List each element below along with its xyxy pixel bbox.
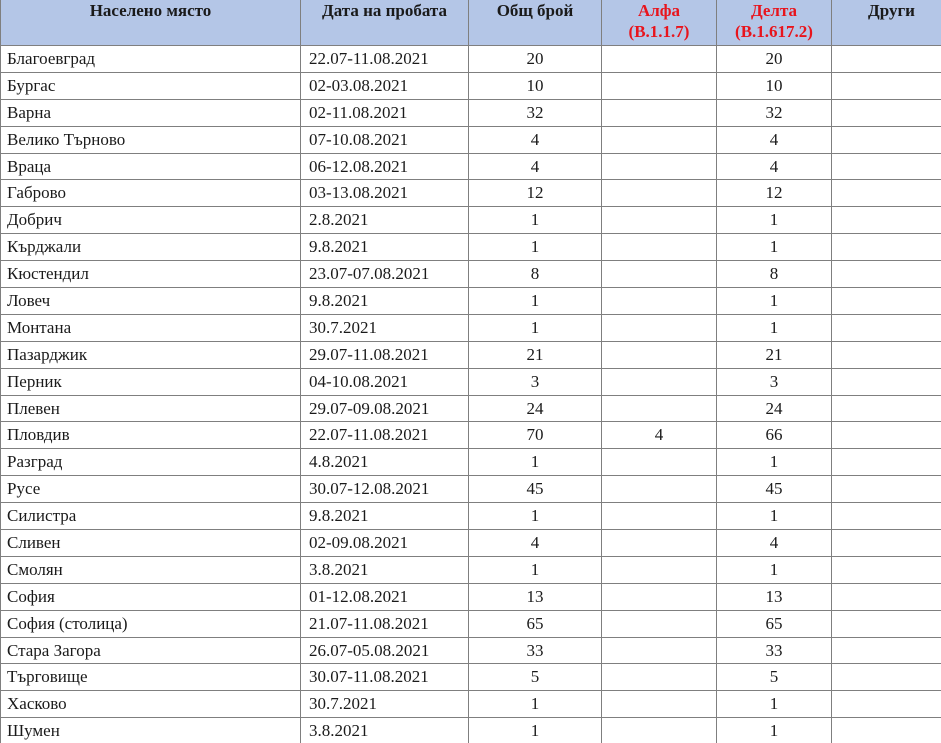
cell-date: 9.8.2021 [301, 503, 469, 530]
header-delta [717, 0, 832, 46]
table-row [1, 261, 941, 288]
table-body [1, 46, 941, 743]
cell-alpha [602, 314, 717, 341]
cell-other [832, 422, 941, 449]
header-date-label: Дата на пробата [322, 1, 447, 20]
cell-date: 29.07-09.08.2021 [301, 395, 469, 422]
cell-date: 04-10.08.2021 [301, 368, 469, 395]
table-row [1, 422, 941, 449]
cell-delta: 1 [717, 288, 832, 315]
cell-other [832, 261, 941, 288]
cell-other [832, 476, 941, 503]
cell-total: 1 [469, 503, 602, 530]
cell-date: 4.8.2021 [301, 449, 469, 476]
cell-delta: 21 [717, 341, 832, 368]
cell-other [832, 207, 941, 234]
cell-other [832, 341, 941, 368]
cell-place: Търговище [1, 664, 301, 691]
cell-other [832, 449, 941, 476]
header-place-label: Населено място [89, 1, 212, 20]
cell-place: Пазарджик [1, 341, 301, 368]
cell-place: Плевен [1, 395, 301, 422]
cell-place: Смолян [1, 556, 301, 583]
cell-place: Кюстендил [1, 261, 301, 288]
cell-place: Монтана [1, 314, 301, 341]
cell-date: 3.8.2021 [301, 556, 469, 583]
cell-total: 1 [469, 207, 602, 234]
cell-other [832, 583, 941, 610]
cell-date: 02-03.08.2021 [301, 72, 469, 99]
cell-alpha [602, 664, 717, 691]
header-other-label: Други [868, 1, 915, 20]
cell-total: 1 [469, 234, 602, 261]
cell-alpha [602, 556, 717, 583]
cell-total: 33 [469, 637, 602, 664]
table-row [1, 530, 941, 557]
cell-total: 32 [469, 99, 602, 126]
cell-place: Велико Търново [1, 126, 301, 153]
cell-place: Стара Загора [1, 637, 301, 664]
cell-place: Русе [1, 476, 301, 503]
cell-date: 01-12.08.2021 [301, 583, 469, 610]
table-row [1, 72, 941, 99]
cell-delta: 8 [717, 261, 832, 288]
cell-delta: 20 [717, 46, 832, 73]
table-row [1, 153, 941, 180]
cell-alpha [602, 153, 717, 180]
cell-other [832, 46, 941, 73]
table-row [1, 664, 941, 691]
cell-delta: 45 [717, 476, 832, 503]
cell-total: 5 [469, 664, 602, 691]
cell-total: 4 [469, 530, 602, 557]
cell-alpha [602, 341, 717, 368]
cell-delta: 24 [717, 395, 832, 422]
cell-other [832, 153, 941, 180]
header-alpha-lineage: (B.1.1.7) [628, 22, 690, 41]
cell-alpha [602, 476, 717, 503]
cell-alpha [602, 530, 717, 557]
cell-date: 9.8.2021 [301, 234, 469, 261]
table-row [1, 314, 941, 341]
cell-date: 29.07-11.08.2021 [301, 341, 469, 368]
table-row [1, 234, 941, 261]
cell-delta: 1 [717, 691, 832, 718]
table-row [1, 556, 941, 583]
header-total-label: Общ брой [496, 1, 574, 20]
cell-delta: 66 [717, 422, 832, 449]
cell-place: Добрич [1, 207, 301, 234]
cell-place: Кърджали [1, 234, 301, 261]
cell-other [832, 180, 941, 207]
cell-place: София (столица) [1, 610, 301, 637]
cell-alpha [602, 503, 717, 530]
header-row [1, 0, 941, 46]
cell-date: 22.07-11.08.2021 [301, 46, 469, 73]
cell-place: Разград [1, 449, 301, 476]
cell-alpha [602, 180, 717, 207]
cell-total: 4 [469, 153, 602, 180]
cell-other [832, 637, 941, 664]
table-row [1, 503, 941, 530]
table-row [1, 207, 941, 234]
cell-delta: 1 [717, 314, 832, 341]
cell-date: 07-10.08.2021 [301, 126, 469, 153]
cell-date: 9.8.2021 [301, 288, 469, 315]
header-total [469, 0, 602, 46]
cell-delta: 3 [717, 368, 832, 395]
cell-place: Хасково [1, 691, 301, 718]
table-row [1, 180, 941, 207]
cell-total: 65 [469, 610, 602, 637]
cell-total: 10 [469, 72, 602, 99]
cell-total: 1 [469, 718, 602, 743]
cell-alpha [602, 234, 717, 261]
cell-date: 3.8.2021 [301, 718, 469, 743]
cell-place: Враца [1, 153, 301, 180]
cell-delta: 4 [717, 153, 832, 180]
cell-other [832, 664, 941, 691]
cell-total: 70 [469, 422, 602, 449]
cell-other [832, 368, 941, 395]
cell-other [832, 126, 941, 153]
cell-alpha [602, 637, 717, 664]
cell-alpha [602, 395, 717, 422]
header-alpha-label: Алфа [637, 1, 681, 20]
cell-alpha [602, 718, 717, 743]
cell-total: 21 [469, 341, 602, 368]
cell-other [832, 530, 941, 557]
header-alpha [602, 0, 717, 46]
header-date [301, 0, 469, 46]
table-row [1, 449, 941, 476]
cell-date: 30.7.2021 [301, 314, 469, 341]
cell-other [832, 99, 941, 126]
cell-delta: 1 [717, 207, 832, 234]
cell-place: Сливен [1, 530, 301, 557]
cell-other [832, 234, 941, 261]
cell-date: 02-09.08.2021 [301, 530, 469, 557]
cell-other [832, 395, 941, 422]
cell-other [832, 288, 941, 315]
cell-total: 45 [469, 476, 602, 503]
cell-alpha [602, 72, 717, 99]
cell-date: 06-12.08.2021 [301, 153, 469, 180]
cell-total: 1 [469, 691, 602, 718]
header-delta-label: Делта [750, 1, 798, 20]
cell-alpha [602, 583, 717, 610]
cell-delta: 10 [717, 72, 832, 99]
table-row [1, 341, 941, 368]
cell-total: 1 [469, 556, 602, 583]
table-row [1, 99, 941, 126]
table-row [1, 395, 941, 422]
table-row [1, 718, 941, 743]
cell-delta: 65 [717, 610, 832, 637]
cell-alpha: 4 [602, 422, 717, 449]
cell-alpha [602, 261, 717, 288]
cell-alpha [602, 46, 717, 73]
cell-date: 30.07-12.08.2021 [301, 476, 469, 503]
cell-other [832, 503, 941, 530]
cell-place: Силистра [1, 503, 301, 530]
cell-alpha [602, 288, 717, 315]
cell-total: 3 [469, 368, 602, 395]
cell-delta: 13 [717, 583, 832, 610]
cell-place: Шумен [1, 718, 301, 743]
table-row [1, 46, 941, 73]
cell-date: 02-11.08.2021 [301, 99, 469, 126]
cell-delta: 1 [717, 449, 832, 476]
cell-delta: 1 [717, 503, 832, 530]
cell-delta: 4 [717, 126, 832, 153]
cell-delta: 5 [717, 664, 832, 691]
cell-total: 8 [469, 261, 602, 288]
cell-place: Варна [1, 99, 301, 126]
cell-date: 26.07-05.08.2021 [301, 637, 469, 664]
cell-delta: 33 [717, 637, 832, 664]
cell-total: 12 [469, 180, 602, 207]
table-row [1, 126, 941, 153]
cell-alpha [602, 207, 717, 234]
cell-place: Пловдив [1, 422, 301, 449]
cell-alpha [602, 126, 717, 153]
cell-place: София [1, 583, 301, 610]
cell-alpha [602, 368, 717, 395]
header-other [832, 0, 941, 46]
cell-other [832, 72, 941, 99]
cell-other [832, 691, 941, 718]
cell-date: 03-13.08.2021 [301, 180, 469, 207]
cell-place: Бургас [1, 72, 301, 99]
cell-delta: 1 [717, 234, 832, 261]
cell-delta: 4 [717, 530, 832, 557]
cell-delta: 1 [717, 718, 832, 743]
cell-total: 13 [469, 583, 602, 610]
table-row [1, 610, 941, 637]
cell-other [832, 718, 941, 743]
cell-total: 4 [469, 126, 602, 153]
cell-total: 1 [469, 314, 602, 341]
cell-total: 1 [469, 288, 602, 315]
table-row [1, 288, 941, 315]
cell-other [832, 314, 941, 341]
cell-other [832, 556, 941, 583]
cell-place: Ловеч [1, 288, 301, 315]
cell-delta: 12 [717, 180, 832, 207]
table-row [1, 637, 941, 664]
cell-total: 24 [469, 395, 602, 422]
cell-date: 23.07-07.08.2021 [301, 261, 469, 288]
cell-date: 21.07-11.08.2021 [301, 610, 469, 637]
cell-other [832, 610, 941, 637]
cell-place: Благоевград [1, 46, 301, 73]
table-header [1, 0, 941, 46]
cell-date: 30.7.2021 [301, 691, 469, 718]
table-row [1, 583, 941, 610]
cell-total: 1 [469, 449, 602, 476]
cell-alpha [602, 99, 717, 126]
header-place [1, 0, 301, 46]
cell-date: 22.07-11.08.2021 [301, 422, 469, 449]
cell-alpha [602, 691, 717, 718]
cell-alpha [602, 449, 717, 476]
cell-date: 2.8.2021 [301, 207, 469, 234]
cell-place: Перник [1, 368, 301, 395]
cell-delta: 1 [717, 556, 832, 583]
table-row [1, 368, 941, 395]
cell-delta: 32 [717, 99, 832, 126]
cell-alpha [602, 610, 717, 637]
table-row [1, 691, 941, 718]
cell-date: 30.07-11.08.2021 [301, 664, 469, 691]
cell-total: 20 [469, 46, 602, 73]
table-row [1, 476, 941, 503]
cell-place: Габрово [1, 180, 301, 207]
header-delta-lineage: (B.1.617.2) [735, 22, 813, 41]
